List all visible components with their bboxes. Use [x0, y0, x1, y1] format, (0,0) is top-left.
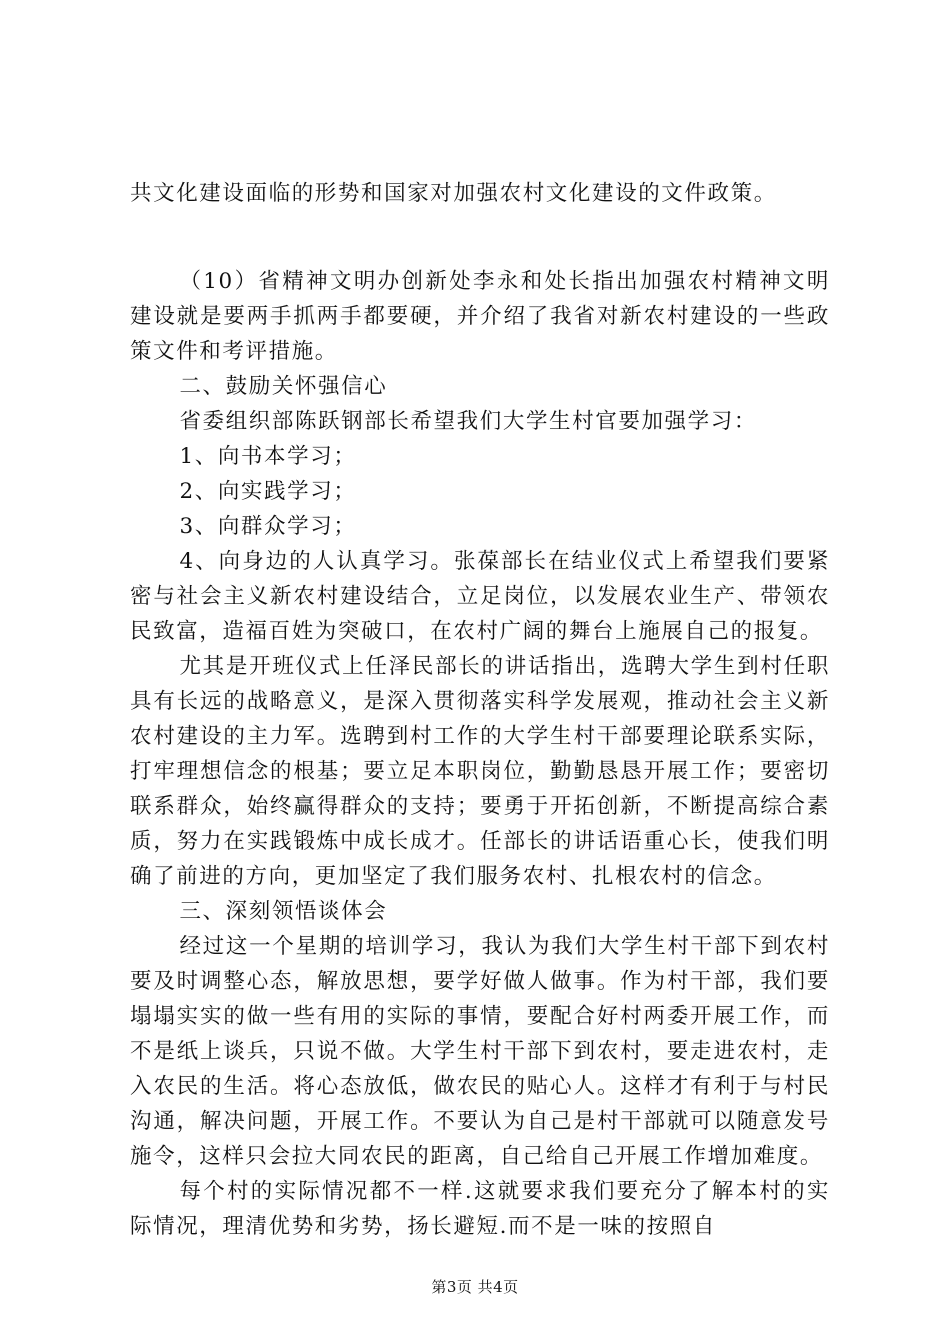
paragraph-speech: 尤其是开班仪式上任泽民部长的讲话指出，选聘大学生到村任职具有长远的战略意义，是深入贯彻落实科学发展观，推动社会主义新农村建设的主力军。选聘到村工作的大学生村干部要理论联系实际，打牢理想信念的根基；要立足本职岗位，勤勤恳恳开展工作；要密切联系群众，始终赢得群众的支持；要勇于开拓创新，不断提高综合素质，努力在实践锻炼中成长成才。任部长的讲话语重心长，使我们明确了前进的方向，更加坚定了我们服务农村、扎根农村的信念。 [130, 654, 830, 889]
section-heading-3: 三、深刻领悟谈体会 [179, 899, 388, 924]
paragraph-study-intro: 省委组织部陈跃钢部长希望我们大学生村官要加强学习： [179, 409, 757, 434]
paragraph-reflection: 经过这一个星期的培训学习，我认为我们大学生村干部下到农村要及时调整心态，解放思想，要学好做人做事。作为村干部，我们要塌塌实实的做一些有用的实际的事情，要配合好村两委开展工作，而不是纸上谈兵，只说不做。大学生村干部下到农村，要走进农村，走入农民的生活。将心态放低，做农民的贴心人。这样才有利于与村民沟通，解决问题，开展工作。不要认为自己是村干部就可以随意发号施令，这样只会拉大同农民的距离，自己给自己开展工作增加难度。 [130, 934, 830, 1169]
section-heading-2: 二、鼓励关怀强信心 [179, 374, 388, 399]
paragraph-item-10: （10）省精神文明办创新处李永和处长指出加强农村精神文明建设就是要两手抓两手都要硬，并介绍了我省对新农村建设的一些政策文件和考评措施。 [130, 269, 830, 364]
document-body [130, 264, 830, 1244]
list-item-1: 1、向书本学习； [179, 444, 357, 469]
list-item-3: 3、向群众学习； [179, 514, 357, 539]
list-item-4: 4、向身边的人认真学习。张葆部长在结业仪式上希望我们要紧密与社会主义新农村建设结合，立足岗位，以发展农业生产、带领农民致富，造福百姓为突破口，在农村广阔的舞台上施展自己的报复。 [130, 549, 830, 644]
continuation-text-block [130, 176, 830, 211]
continuation-paragraph: 共文化建设面临的形势和国家对加强农村文化建设的文件政策。 [130, 181, 777, 206]
paragraph-village-situation: 每个村的实际情况都不一样.这就要求我们要充分了解本村的实际情况，理清优势和劣势，扬长避短.而不是一味的按照自 [130, 1179, 830, 1239]
page-footer: 第3页 共4页 [431, 1278, 519, 1296]
list-item-2: 2、向实践学习； [179, 479, 357, 504]
